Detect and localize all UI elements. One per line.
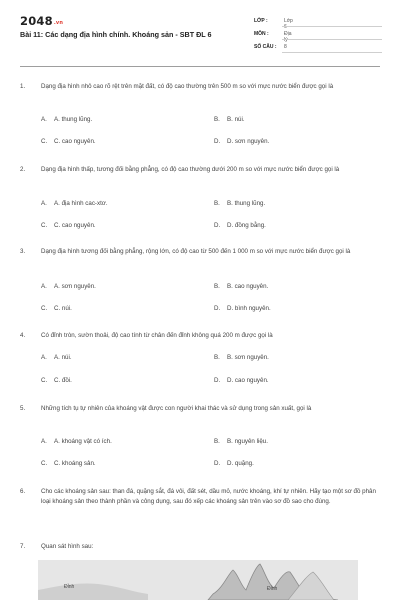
meta-class-value: Lớp 6 — [284, 18, 293, 30]
worksheet-title: Bài 11: Các dạng địa hình chính. Khoáng sản - SBT ĐL 6 — [20, 30, 212, 39]
logo-number: 2048 — [20, 14, 53, 28]
terrain-illustration — [38, 560, 358, 600]
site-logo[interactable] — [20, 14, 63, 28]
meta-count-label: SỐ CÂU : — [254, 44, 277, 50]
option-text: C. núi. — [54, 305, 72, 312]
page-header — [0, 0, 400, 64]
option-letter: D. — [214, 138, 221, 145]
q2-option-b[interactable] — [214, 199, 265, 208]
q2-option-d[interactable] — [214, 221, 266, 230]
terrain-figure — [38, 560, 358, 600]
option-letter: A. — [41, 200, 47, 207]
question-number: 2. — [20, 166, 26, 173]
q1-option-b[interactable] — [214, 115, 245, 124]
option-letter: A. — [41, 354, 47, 361]
q1-option-c[interactable] — [41, 137, 96, 146]
option-letter: C. — [41, 377, 48, 384]
option-letter: D. — [214, 222, 221, 229]
question-text: Những tích tụ tự nhiên của khoáng vật được con người khai thác và sử dụng trong sản xuất, gọi là — [41, 405, 312, 412]
figure-label-peak-right: Đỉnh — [267, 586, 278, 592]
option-letter: C. — [41, 138, 48, 145]
option-letter: A. — [41, 438, 47, 445]
option-text: A. thung lũng. — [54, 116, 93, 123]
q4-option-b[interactable] — [214, 353, 269, 362]
option-letter: C. — [41, 222, 48, 229]
option-text: B. núi. — [227, 116, 245, 123]
q5-option-d[interactable] — [214, 459, 254, 468]
question-number: 4. — [20, 332, 26, 339]
option-letter: A. — [41, 283, 47, 290]
option-text: C. cao nguyên. — [54, 138, 96, 145]
option-text: D. cao nguyên. — [227, 377, 269, 384]
option-letter: C. — [41, 305, 48, 312]
meta-subject-label: MÔN : — [254, 31, 269, 37]
meta-underline — [282, 26, 382, 27]
option-text: D. quặng. — [227, 460, 254, 467]
meta-subject-value: Địa lý — [284, 31, 292, 43]
option-text: A. sơn nguyên. — [54, 283, 96, 290]
option-text: A. khoáng vật có ích. — [54, 438, 112, 445]
option-text: A. núi. — [54, 354, 72, 361]
option-text: D. sơn nguyên. — [227, 138, 270, 145]
option-letter: C. — [41, 460, 48, 467]
option-letter: D. — [214, 460, 221, 467]
question-number: 5. — [20, 405, 26, 412]
logo-domain: .vn — [53, 20, 64, 26]
option-text: C. đồi. — [54, 377, 72, 384]
q4-option-a[interactable] — [41, 353, 72, 362]
q4-option-c[interactable] — [41, 376, 72, 385]
q1-option-a[interactable] — [41, 115, 92, 124]
option-letter: B. — [214, 438, 220, 445]
option-text: B. nguyên liệu. — [227, 438, 268, 445]
option-letter: B. — [214, 354, 220, 361]
option-text: D. đồng bằng. — [227, 222, 266, 229]
question-number: 7. — [20, 543, 26, 550]
question-text: Quan sát hình sau: — [41, 543, 94, 550]
question-text: Dạng địa hình tương đối bằng phẳng, rộng lớn, có độ cao từ 500 đến 1 000 m so với mực nước biển được gọi là — [41, 248, 351, 255]
option-text: D. bình nguyên. — [227, 305, 271, 312]
meta-underline — [282, 52, 382, 53]
q5-option-c[interactable] — [41, 459, 96, 468]
q2-option-a[interactable] — [41, 199, 108, 208]
option-letter: B. — [214, 283, 220, 290]
q3-option-c[interactable] — [41, 304, 72, 313]
question-text: Có đỉnh tròn, sườn thoải, độ cao tính từ chân đến đỉnh không quá 200 m được gọi là — [41, 332, 273, 339]
meta-count-value: 8 — [284, 44, 287, 50]
option-text: C. khoáng sản. — [54, 460, 96, 467]
question-number: 1. — [20, 83, 26, 90]
q1-option-d[interactable] — [214, 137, 269, 146]
meta-class-label: LỚP : — [254, 18, 268, 24]
question-number: 6. — [20, 488, 26, 495]
question-text: Dạng địa hình nhô cao rõ rệt trên mặt đất, có độ cao thường trên 500 m so với mực nước biển được gọi là — [41, 83, 334, 90]
question-number: 3. — [20, 248, 26, 255]
question-text: Cho các khoáng sản sau: than đá, quặng sắt, đá vôi, đất sét, dầu mỏ, nước khoáng, khí tự nhiên. Hãy tạo một sơ đồ phân loại khoáng sản theo thành phần và công dụng, sau đó xếp các khoáng sản trên vào sơ đồ sao cho đúng. — [41, 488, 376, 505]
q3-option-b[interactable] — [214, 282, 268, 291]
option-text: B. cao nguyên. — [227, 283, 269, 290]
q3-option-d[interactable] — [214, 304, 271, 313]
q4-option-d[interactable] — [214, 376, 269, 385]
q5-option-a[interactable] — [41, 437, 112, 446]
option-letter: D. — [214, 305, 221, 312]
q5-option-b[interactable] — [214, 437, 268, 446]
question-text: Dạng địa hình thấp, tương đối bằng phẳng, có độ cao thường dưới 200 m so với mực nước biển được gọi là — [41, 166, 340, 173]
option-letter: B. — [214, 116, 220, 123]
option-text: B. thung lũng. — [227, 200, 266, 207]
option-text: B. sơn nguyên. — [227, 354, 269, 361]
q3-option-a[interactable] — [41, 282, 96, 291]
q2-option-c[interactable] — [41, 221, 96, 230]
option-letter: A. — [41, 116, 47, 123]
option-text: C. cao nguyên. — [54, 222, 96, 229]
option-letter: D. — [214, 377, 221, 384]
header-divider — [20, 66, 380, 67]
option-letter: B. — [214, 200, 220, 207]
meta-underline — [282, 39, 382, 40]
option-text: A. địa hình cac-xtơ. — [54, 200, 108, 207]
figure-label-peak-left: Đỉnh — [64, 584, 75, 590]
